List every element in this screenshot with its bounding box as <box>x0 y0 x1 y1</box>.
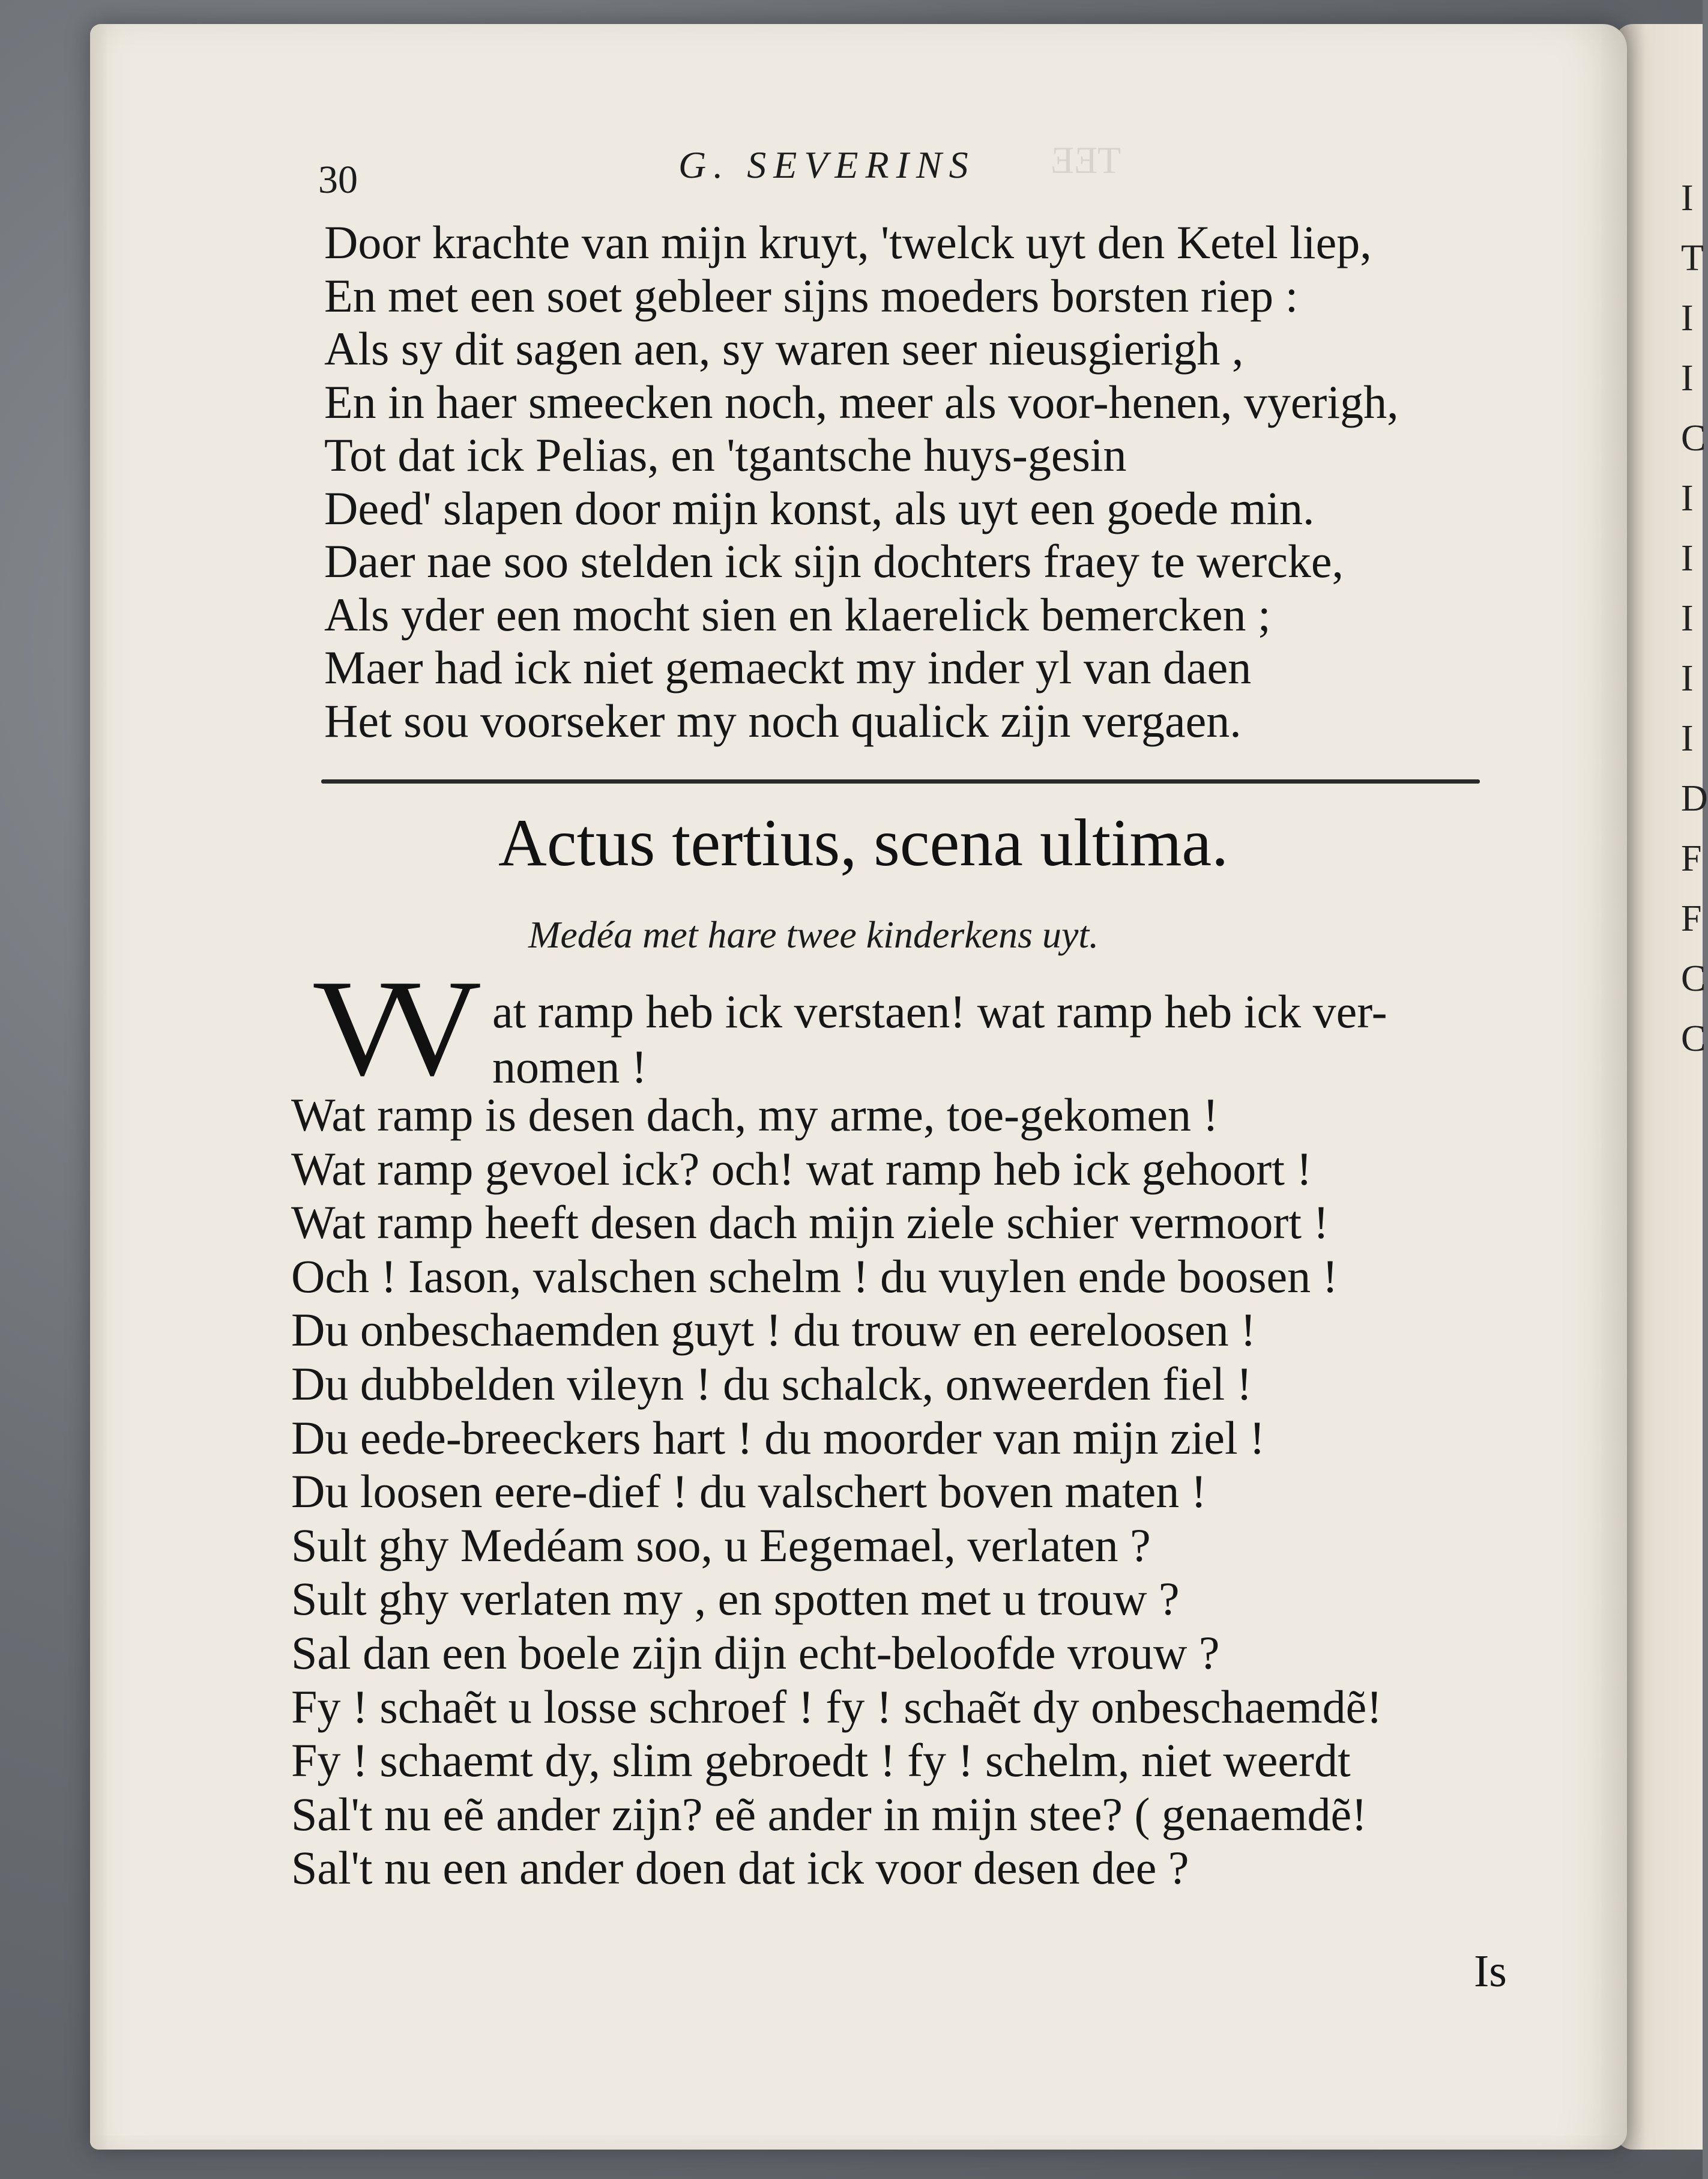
verse-line: Du eede-breeckers hart ! du moorder van mijn ziel ! <box>291 1411 1266 1464</box>
verse-line: Du dubbelden vileyn ! du schalck, onweerden fiel ! <box>291 1357 1252 1410</box>
facing-page-edge <box>1615 24 1708 2150</box>
verse-line: Tot dat ick Pelias, en 'tgantsche huys-gesin <box>324 429 1127 481</box>
verse-line: Fy ! schaemt dy, slim gebroedt ! fy ! schelm, niet weerdt <box>291 1734 1351 1787</box>
facing-page-letter: I <box>1681 718 1694 759</box>
drop-cap: VV <box>312 951 452 1104</box>
page-number: 30 <box>318 158 358 202</box>
facing-page-letter: I <box>1681 538 1694 579</box>
verse-line: Du onbeschaemden guyt ! du trouw en eereloosen ! <box>291 1304 1257 1356</box>
facing-page-letter: F <box>1681 898 1702 939</box>
scene-heading: Actus tertius, scena ultima. <box>498 806 1229 880</box>
facing-page-letters <box>1681 168 1708 1069</box>
facing-page-letter: I <box>1681 178 1694 219</box>
verse-first-line-continuation: nomen ! <box>492 1041 647 1093</box>
verse-line: Fy ! schaẽt u losse schroef ! fy ! schaẽt dy onbeschaemdẽ! <box>291 1680 1383 1733</box>
verse-line: Daer nae soo stelden ick sijn dochters fraey te wercke, <box>324 535 1344 587</box>
verse-line: Maer had ick niet gemaeckt my inder yl van daen <box>324 641 1252 694</box>
facing-page-letter: I <box>1681 658 1694 699</box>
page-gutter-shadow <box>90 24 108 2150</box>
verse-first-line: at ramp heb ick verstaen! wat ramp heb ick ver- <box>492 985 1387 1038</box>
facing-page-letter: C <box>1681 958 1706 999</box>
verse-line: Du loosen eere-dief ! du valschert boven maten ! <box>291 1465 1207 1518</box>
catchword: Is <box>1474 1946 1507 1996</box>
verse-line: Wat ramp gevoel ick? och! wat ramp heb ick gehoort ! <box>291 1142 1312 1195</box>
verse-line: En in haer smeecken noch, meer als voor-henen, vyerigh, <box>324 375 1399 428</box>
verse-line: Sal't nu eẽ ander zijn? eẽ ander in mijn stee? ( genaemdẽ! <box>291 1788 1368 1840</box>
facing-page-letter: I <box>1681 298 1694 339</box>
verse-line: Door krachte van mijn kruyt, 'twelck uyt den Ketel liep, <box>324 216 1372 268</box>
verse-line: Sult ghy Medéam soo, u Eegemael, verlaten ? <box>291 1519 1151 1571</box>
verse-line: Wat ramp heeft desen dach mijn ziele schier vermoort ! <box>291 1196 1329 1249</box>
verse-block-top <box>324 216 1399 748</box>
section-rule <box>321 779 1480 784</box>
verse-line: En met een soet gebleer sijns moeders borsten riep : <box>324 269 1299 322</box>
verse-line: Wat ramp is desen dach, my arme, toe-gekomen ! <box>291 1089 1219 1141</box>
facing-page-letter: I <box>1681 598 1694 639</box>
facing-page-letter: C <box>1681 418 1706 459</box>
facing-page-letter: I <box>1681 478 1694 519</box>
verse-block-bottom <box>291 1088 1382 1895</box>
facing-page-letter: I <box>1681 358 1694 399</box>
stage-direction: Medéa met hare twee kinderkens uyt. <box>528 913 1099 956</box>
verse-line: Sult ghy verlaten my , en spotten met u trouw ? <box>291 1573 1180 1625</box>
facing-page-letter: D <box>1681 778 1708 819</box>
verse-line: Sal't nu een ander doen dat ick voor desen dee ? <box>291 1842 1189 1894</box>
show-through-text: TEE <box>1051 139 1121 181</box>
running-head: G. SEVERINS <box>678 144 976 186</box>
verse-line: Sal dan een boele zijn dijn echt-beloofde vrouw ? <box>291 1626 1220 1679</box>
facing-page-letter: F <box>1681 838 1702 879</box>
verse-line: Als yder een mocht sien en klaerelick bemercken ; <box>324 588 1271 641</box>
facing-page-letter: T <box>1681 238 1704 279</box>
verse-line: Als sy dit sagen aen, sy waren seer nieusgierigh , <box>324 322 1244 375</box>
verse-line: Deed' slapen door mijn konst, als uyt een goede min. <box>324 482 1315 534</box>
facing-page-letter: C <box>1681 1018 1706 1059</box>
verse-line: Het sou voorseker my noch qualick zijn vergaen. <box>324 694 1242 747</box>
verse-line: Och ! Iason, valschen schelm ! du vuylen ende boosen ! <box>291 1250 1338 1302</box>
